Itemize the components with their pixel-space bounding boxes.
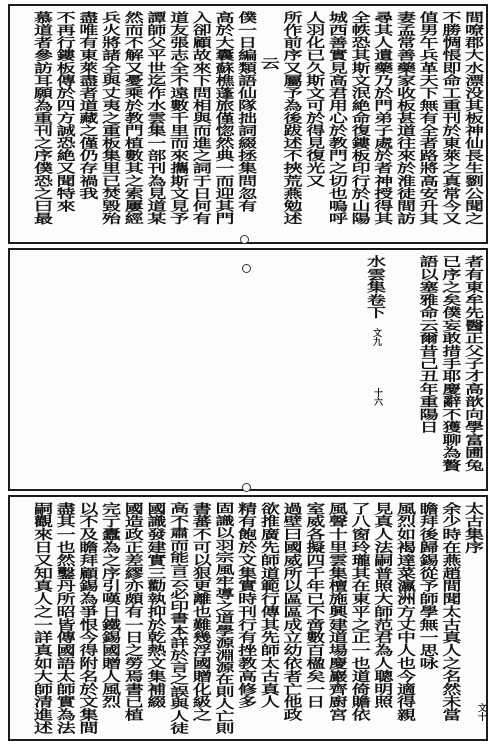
text-column: 語以塞雅命云爾昔己丑年重陽日	[416, 255, 439, 434]
text-column: 高不肅而能言云必印書本詳於言之誤與人徒	[167, 502, 190, 735]
text-column: 所作前序又屬予為後跋述不挾荒燕勉述	[280, 11, 303, 225]
binding-hole-mark	[242, 483, 251, 492]
text-column: 欲推廣先師道範行傳其先師太古真人	[257, 502, 280, 709]
text-column: 嗣觀來日又知真人之一詳真如大師清進述	[30, 502, 53, 735]
text-column: 國造政正差繆亦頗有一日之勞焉書已植	[121, 502, 144, 722]
text-column: 慕道者參訪耳願為重刊之序僕恐之曰最	[30, 11, 53, 225]
text-column: 過壁曰國威所以區區成立幼依者亡他政	[280, 502, 303, 722]
text-columns	[30, 502, 484, 741]
text-column: 人羽化已久斯文可於得見復光又	[303, 11, 326, 187]
text-column: 兵火將諸全與丈夷之重板集里已焚毀殆	[99, 11, 121, 225]
text-column: 間嘹郡大水漂没其板神仙長生劉公聞之	[462, 11, 484, 225]
page-panel-top	[8, 4, 488, 244]
page-panel-bottom	[8, 495, 488, 741]
binding-hole-mark	[242, 264, 251, 273]
text-column: 精有飽於文集實時刊行有挫教高修多	[235, 502, 258, 709]
text-column: 者有東牟先醫正父子才高歆向學富圃兔	[462, 255, 484, 472]
text-columns	[363, 255, 484, 491]
text-column: 道友張志全不遠數千里而來攜斯文見予	[167, 11, 190, 225]
text-column: 然而不解又憂乘於教門植數其之索屢經	[121, 11, 144, 225]
text-column: 譚師父平世迄作水雲集一部刊為見道某	[144, 11, 167, 225]
text-column: 見真人法嗣普照大師范君為人聰明照	[371, 502, 394, 709]
text-column: 入卻顧故來下問相與而進之詞于日何有	[189, 11, 212, 225]
text-column: 盡唯有東萊盡者道藏之僅仍存禍我	[76, 11, 99, 200]
text-column: 已序之矣僕妄敢措手耶慶辭不獲聊為贅	[439, 255, 462, 472]
binding-hole-mark	[240, 235, 249, 244]
text-column: 固識以羽宗風牢導之道學源淵源在則人亡則	[212, 502, 235, 735]
text-column: 全帙恐其斯文泯絶命復鏤板印行於山陽	[348, 11, 371, 225]
folio-mark: 十六	[372, 388, 382, 406]
text-column: 不勝惆悵即命工重刊於東萊之真常今又	[439, 11, 462, 225]
preface-title: 太古集序	[462, 502, 484, 554]
text-column: 風烈如褐達菜瀛洲方丈中人也今適得親	[393, 502, 416, 722]
folio-mark: 文十	[476, 703, 486, 721]
text-column: 室威各擬四千年已不啻數百楹矣一日	[303, 502, 326, 709]
text-columns	[30, 11, 484, 244]
volume-end-title: 水雲集卷下	[363, 255, 386, 319]
text-column: 了八窗玲瓏其在東平之正一也道倚贍依	[348, 502, 371, 722]
text-column: 風聲十里雲集檀施興建道場慶巖齊廚宮	[325, 502, 348, 722]
text-column: 盡其一也然鑿丹所昭皆傳國語太師實為法	[53, 502, 76, 735]
text-column: 僕一日編類語仙隊拙詞綴拯集問忽有	[235, 11, 258, 212]
page-panel-middle	[8, 248, 488, 491]
text-column: 書蕃不可以狠更離也難幾浮國贈化級之	[189, 502, 212, 722]
text-column: 余少時在燕趙間聞太古真人之名然未當	[439, 502, 462, 722]
text-column: 瞻拜後歸錫從予師學無一思咏	[416, 502, 439, 670]
text-column: 以不及瞻拜顧錫為爭恨今得附名於文集間	[76, 502, 99, 735]
text-column: 尋其人遺藥乃於門弟子處於者神授得其	[371, 11, 394, 225]
text-column: 高於大囊蘇樵蓬旅僅惚然典一而迎其門	[212, 11, 235, 225]
folio-mark: 文九	[371, 328, 381, 346]
text-column: 值男午兵革天下無有全者路將高安升其	[416, 11, 439, 225]
text-column: 國識發建實三勸執抑於乾熱文集補綴	[144, 502, 167, 709]
text-column-closing: 云	[257, 57, 280, 70]
text-column: 完亍蠹為之序引嘆日鐵錫國贈人風烈	[99, 502, 121, 709]
text-column: 城西善實見高君用心於教門之切也嗚呼	[325, 11, 348, 225]
text-column: 妻孟常善藥家收板甚道往來於淮徒間訪	[393, 11, 416, 225]
text-column: 不再行鏤板傳於四方誠恐絶又聞特來	[53, 11, 76, 212]
